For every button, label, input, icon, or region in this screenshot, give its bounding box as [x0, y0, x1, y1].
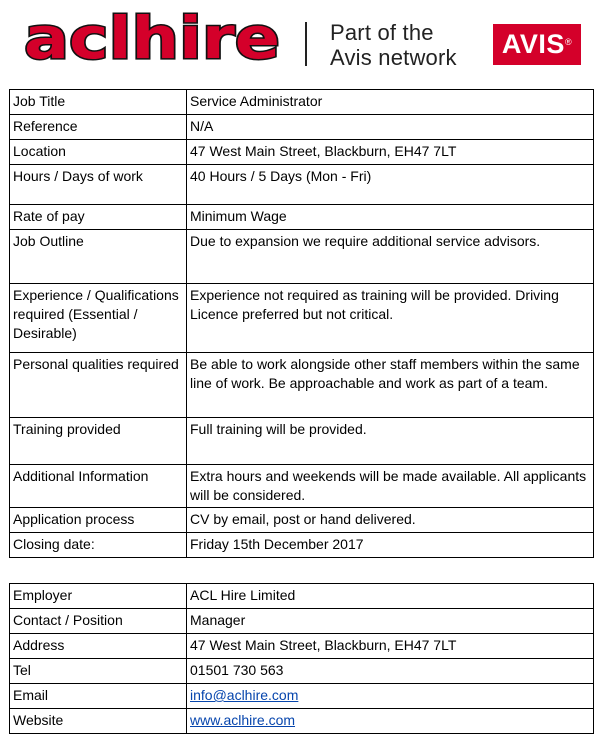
table-row: [10, 418, 594, 465]
header-divider: [305, 22, 307, 66]
table-row: [10, 533, 594, 558]
job-details-table: [9, 89, 594, 558]
row-value: 47 West Main Street, Blackburn, EH47 7LT: [187, 634, 594, 659]
row-value: 40 Hours / 5 Days (Mon - Fri): [187, 165, 594, 205]
table-row: [10, 584, 594, 609]
row-label: Location: [10, 140, 187, 165]
avis-logo-text: AVIS: [501, 29, 565, 59]
row-value: CV by email, post or hand delivered.: [187, 508, 594, 533]
table-row: [10, 465, 594, 508]
row-value: Be able to work alongside other staff members within the same line of work. Be approachable and work as part of a team.: [187, 353, 594, 418]
table-row: [10, 609, 594, 634]
table-row: [10, 284, 594, 353]
employer-contact-table: [9, 583, 594, 734]
row-value: Manager: [187, 609, 594, 634]
row-label: Tel: [10, 659, 187, 684]
website-link[interactable]: www.aclhire.com: [190, 712, 296, 728]
row-label: Hours / Days of work: [10, 165, 187, 205]
row-label: Reference: [10, 115, 187, 140]
table-row: [10, 140, 594, 165]
row-value: N/A: [187, 115, 594, 140]
row-value: ACL Hire Limited: [187, 584, 594, 609]
table-row: [10, 353, 594, 418]
table-row: [10, 230, 594, 284]
row-label: Rate of pay: [10, 205, 187, 230]
row-label: Job Title: [10, 90, 187, 115]
row-label: Closing date:: [10, 533, 187, 558]
email-link[interactable]: info@aclhire.com: [190, 687, 299, 703]
row-value: [187, 709, 594, 734]
registered-mark: ®: [564, 37, 573, 47]
row-value: [187, 684, 594, 709]
table-row: [10, 634, 594, 659]
row-label: Job Outline: [10, 230, 187, 284]
row-label: Address: [10, 634, 187, 659]
svg-text:aclhire: aclhire: [24, 10, 280, 66]
row-value: 01501 730 563: [187, 659, 594, 684]
page-header: [0, 0, 610, 88]
table-row: [10, 659, 594, 684]
row-value: Minimum Wage: [187, 205, 594, 230]
row-value: 47 West Main Street, Blackburn, EH47 7LT: [187, 140, 594, 165]
row-label: Application process: [10, 508, 187, 533]
table-row: [10, 684, 594, 709]
row-value: Friday 15th December 2017: [187, 533, 594, 558]
row-label: Email: [10, 684, 187, 709]
row-label: Contact / Position: [10, 609, 187, 634]
row-label: Experience / Qualifications required (Essential / Desirable): [10, 284, 187, 353]
table-row: [10, 508, 594, 533]
table-row: [10, 205, 594, 230]
avis-network-tagline: [330, 20, 457, 70]
tagline-line-1: Part of the: [330, 20, 434, 45]
row-value: Due to expansion we require additional service advisors.: [187, 230, 594, 284]
table-row: [10, 165, 594, 205]
table-row: [10, 115, 594, 140]
row-value: Experience not required as training will be provided. Driving Licence preferred but not critical.: [187, 284, 594, 353]
row-label: Personal qualities required: [10, 353, 187, 418]
aclhire-logo: [22, 10, 284, 66]
table-row: [10, 90, 594, 115]
tagline-line-2: Avis network: [330, 45, 457, 70]
row-label: Training provided: [10, 418, 187, 465]
row-label: Additional Information: [10, 465, 187, 508]
row-value: Extra hours and weekends will be made available. All applicants will be considered.: [187, 465, 594, 508]
row-value: Service Administrator: [187, 90, 594, 115]
row-label: Employer: [10, 584, 187, 609]
table-row: [10, 709, 594, 734]
row-value: Full training will be provided.: [187, 418, 594, 465]
row-label: Website: [10, 709, 187, 734]
avis-logo: [493, 24, 581, 65]
